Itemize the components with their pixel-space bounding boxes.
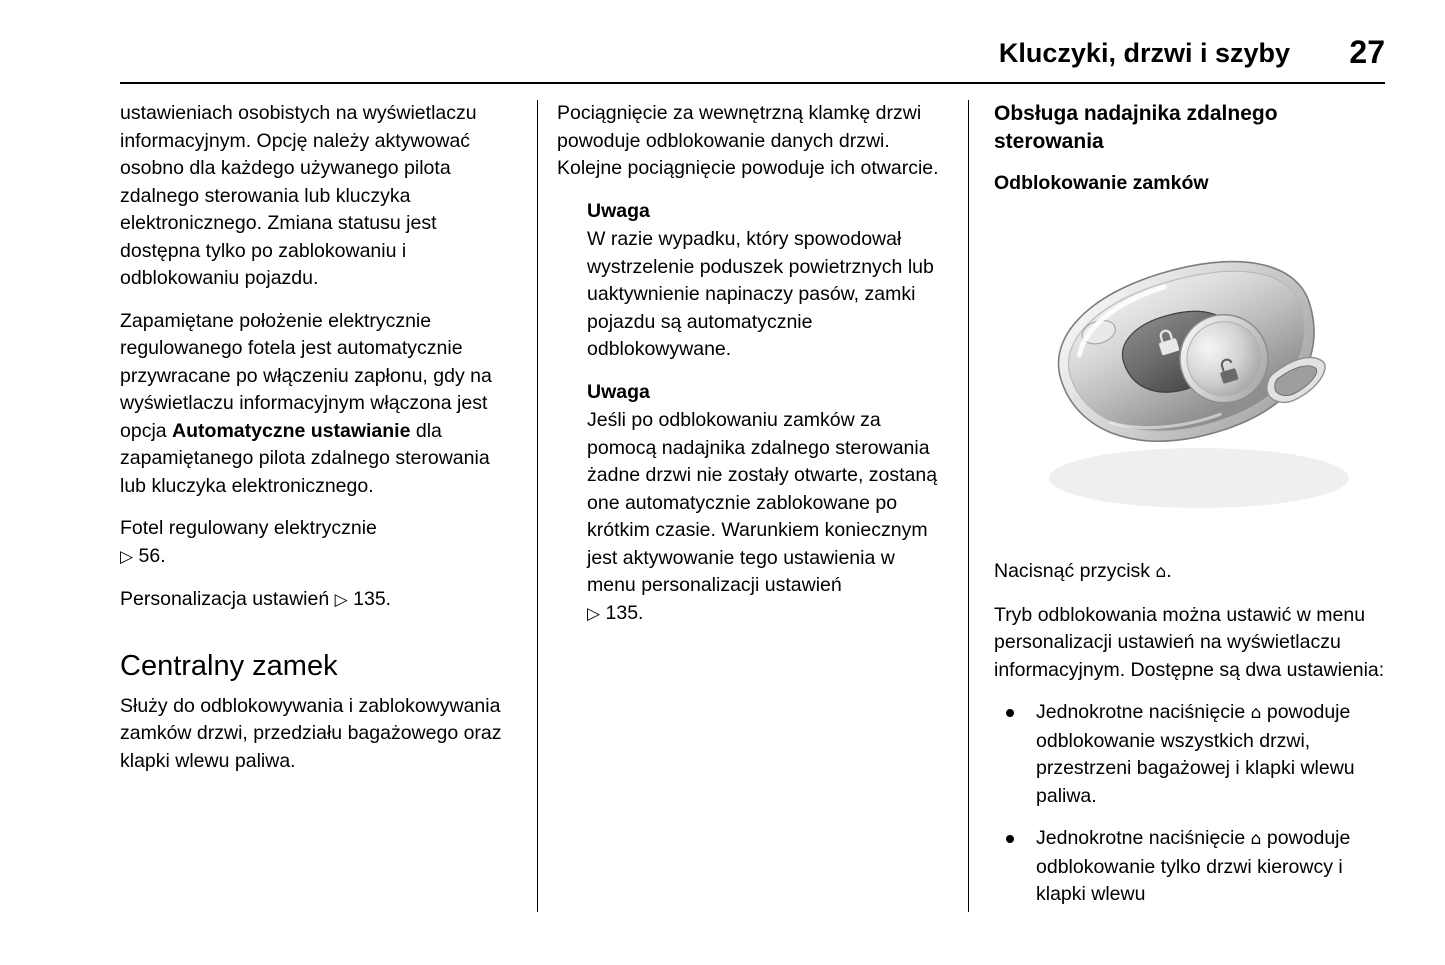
- note-heading-2: Uwaga: [587, 380, 650, 403]
- reference-arrow-icon: ▷: [120, 546, 134, 567]
- column-2: [557, 100, 949, 643]
- page-title: Kluczyki, drzwi i szyby: [998, 38, 1290, 68]
- page-header: [120, 34, 1385, 88]
- paragraph-personal-settings: ustawieniach osobistych na wyświetlaczu informacyjnym. Opcję należy aktywować osobno dla każdego używanego pilota zdalnego sterowania lub kluczyka elektronicznego. Zmiana statusu jest dostępna tylko po zablokowaniu i odblokowaniu pojazdu.: [120, 102, 477, 289]
- column-1: [120, 100, 512, 790]
- press-button-text-end: .: [1166, 560, 1172, 582]
- section-heading-central-locking: Centralny zamek: [120, 649, 338, 682]
- unlock-modes-list: [994, 699, 1386, 909]
- page-number: 27: [1349, 34, 1385, 70]
- seat-memory-text-1: Zapamiętane położenie elektrycznie regulowanego fotela jest automatycznie przywracane po włączeniu zapłonu, gdy na wyświetlaczu informacyjnym włączona jest opcja: [120, 309, 492, 442]
- bullet-2-post: powoduje odblokowanie tylko drzwi kierowcy i klapki wlewu: [1036, 827, 1351, 905]
- heading-unlocking: Odblokowanie zamków: [994, 172, 1209, 194]
- key-fob-svg: [994, 210, 1386, 540]
- crossref-personalization-label: Personalizacja ustawień: [120, 588, 330, 610]
- heading-remote-control-operation: Obsługa nadajnika zdalnego sterowania: [994, 102, 1278, 153]
- crossref-seat-label: Fotel regulowany elektrycznie: [120, 517, 377, 539]
- crossref-seat: [120, 515, 512, 571]
- note-text-1: W razie wypadku, który spowodował wystrzelenie poduszek powietrznych lub uaktywnienie napinaczy pasów, zamki pojazdu są automatycznie odblokowywane.: [587, 228, 934, 360]
- unlock-all-icon: ⌂: [1250, 703, 1262, 723]
- column-divider-2: [968, 100, 969, 912]
- note-text-2: [587, 407, 949, 628]
- crossref-personalization-page: 135.: [353, 588, 392, 610]
- paragraph-inner-handle: Pociągnięcie za wewnętrzną klamkę drzwi powoduje odblokowanie danych drzwi. Kolejne pociągnięcie powoduje ich otwarcie.: [557, 102, 939, 179]
- note-text-2-body: Jeśli po odblokowaniu zamków za pomocą nadajnika zdalnego sterowania żadne drzwi nie zostały otwarte, zostaną one automatycznie zablokowane po krótkim czasie. Warunkiem koniecznym jest aktywowanie tego ustawienia w menu personalizacji ustawień: [587, 409, 938, 596]
- paragraph-seat-memory: [120, 308, 512, 501]
- list-item: [994, 825, 1386, 909]
- reference-arrow-icon: ▷: [334, 590, 348, 610]
- paragraph-unlock-modes: Tryb odblokowania można ustawić w menu personalizacji ustawień na wyświetlaczu informacyjnym. Dostępne są dwa ustawienia:: [994, 603, 1385, 681]
- unlock-button-icon: ⌂: [1155, 562, 1167, 582]
- crossref-personalization: [120, 586, 512, 615]
- option-automatyczne-ustawianie: Automatyczne ustawianie: [172, 419, 411, 442]
- paragraph-press-button: [994, 558, 1386, 587]
- crossref-seat-page: 56.: [138, 544, 166, 567]
- seat-memory-text-2: dla zapamiętanego pilota zdalnego sterowania lub kluczyka elektronicznego.: [120, 419, 490, 497]
- press-button-text: Nacisnąć przycisk: [994, 560, 1156, 582]
- list-item: [994, 699, 1386, 810]
- note-heading-1: Uwaga: [587, 199, 650, 222]
- bullet-1-post: powoduje odblokowanie wszystkich drzwi, przestrzeni bagażowej i klapki wlewu paliwa.: [1036, 701, 1355, 807]
- bullet-2-pre: Jednokrotne naciśnięcie: [1036, 827, 1251, 849]
- remote-key-fob-illustration: [994, 210, 1386, 540]
- paragraph-central-locking: Służy do odblokowywania i zablokowywania zamków drzwi, przedziału bagażowego oraz klapki wlewu paliwa.: [120, 694, 502, 772]
- column-3: [994, 100, 1386, 924]
- note-text-2-page: 135.: [605, 601, 644, 624]
- reference-arrow-icon: ▷: [587, 603, 601, 624]
- header-divider: [120, 82, 1385, 84]
- unlock-driver-icon: ⌂: [1250, 829, 1262, 849]
- bullet-1-pre: Jednokrotne naciśnięcie: [1036, 701, 1251, 723]
- column-divider-1: [537, 100, 538, 912]
